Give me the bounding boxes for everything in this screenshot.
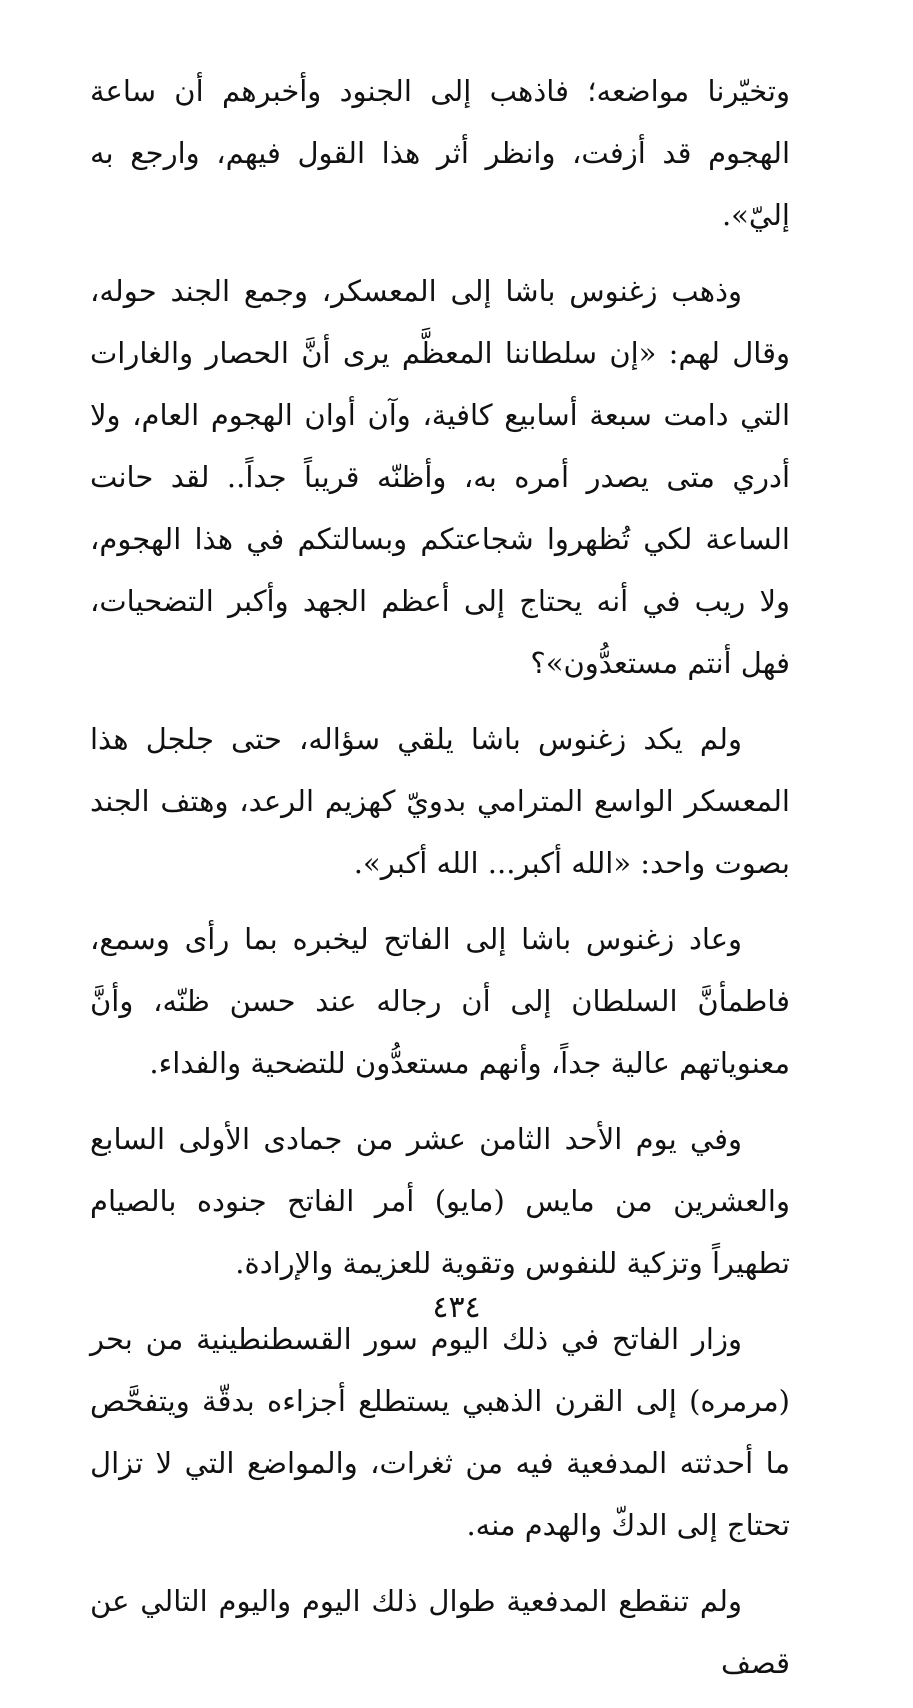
page-body xyxy=(90,60,790,1708)
paragraph-army-response: ولم يكد زغنوس باشا يلقي سؤاله، حتى جلجل هذا المعسكر الواسع المترامي بدويّ كهزيم الرعد، وهتف الجند بصوت واحد: «الله أكبر... الله أكبر». xyxy=(90,722,790,880)
page-number: ٤٣٤ xyxy=(432,1290,481,1325)
paragraph-sultan-reassured: وعاد زغنوس باشا إلى الفاتح ليخبره بما رأى وسمع، فاطمأنَّ السلطان إلى أن رجاله عند حسن ظنّه، وأنَّ معنوياتهم عالية جداً، وأنهم مستعدُّون للتضحية والفداء. xyxy=(90,922,790,1080)
paragraph-bombardment: ولم تنقطع المدفعية طوال ذلك اليوم واليوم التالي عن قصف xyxy=(90,1584,790,1680)
paragraph-zaganos-speech: وذهب زغنوس باشا إلى المعسكر، وجمع الجند حوله، وقال لهم: «إن سلطاننا المعظَّم يرى أنَّ الحصار والغارات التي دامت سبعة أسابيع كافية، وآن أوان الهجوم العام، ولا أدري متى يصدر أمره به، وأظنّه قريباً جداً.. لقد حانت الساعة لكي تُظهروا شجاعتكم وبسالتكم في هذا الهجوم، ولا ريب في أنه يحتاج إلى أعظم الجهد وأكبر التضحيات، فهل أنتم مستعدُّون»؟ xyxy=(90,274,790,680)
paragraph-continuation: وتخيّرنا مواضعه؛ فاذهب إلى الجنود وأخبرهم أن ساعة الهجوم قد أزفت، وانظر أثر هذا القول فيهم، وارجع به إليّ». xyxy=(90,74,790,232)
paragraph-fasting-order: وفي يوم الأحد الثامن عشر من جمادى الأولى السابع والعشرين من مايس (مايو) أمر الفاتح جنوده بالصيام تطهيراً وتزكية للنفوس وتقوية للعزيمة والإرادة. xyxy=(90,1122,790,1280)
paragraph-wall-inspection: وزار الفاتح في ذلك اليوم سور القسطنطينية من بحر (مرمره) إلى القرن الذهبي يستطلع أجزاءه بدقّة ويتفحَّص ما أحدثته المدفعية فيه من ثغرات، والمواضع التي لا تزال تحتاج إلى الدكّ والهدم منه. xyxy=(90,1322,790,1542)
